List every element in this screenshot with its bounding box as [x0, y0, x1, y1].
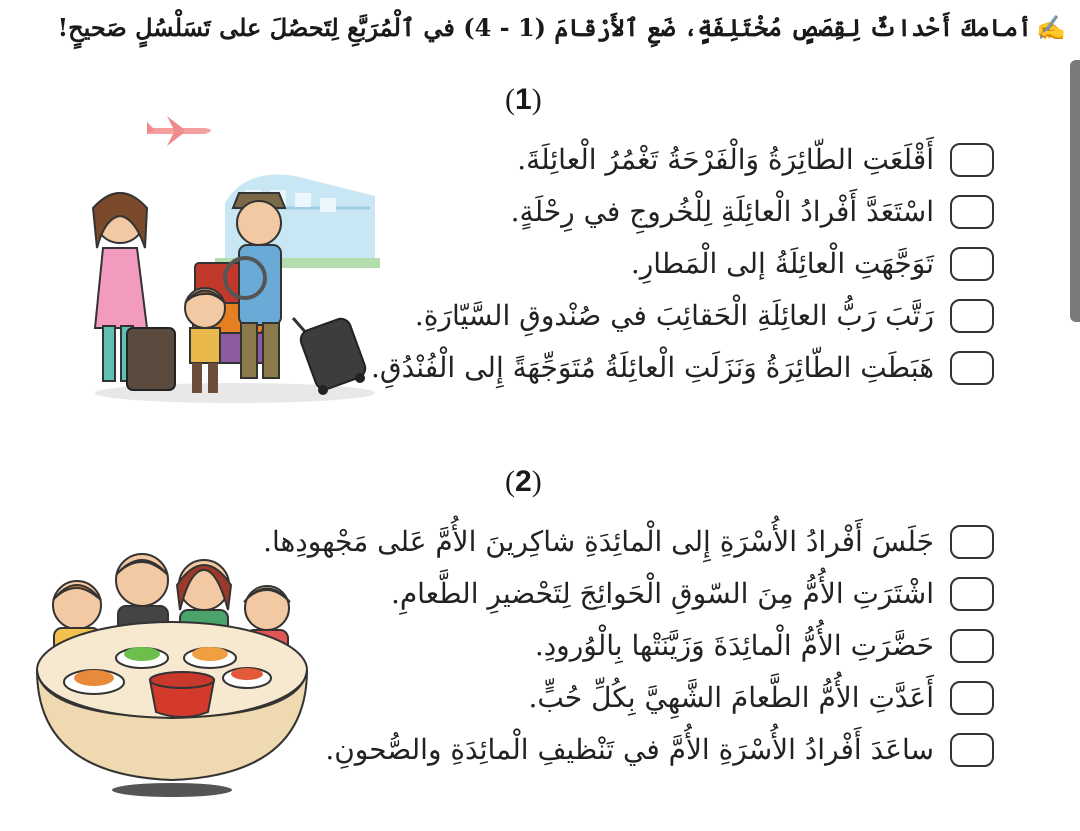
suitcase-icon — [127, 328, 175, 390]
list-item — [371, 134, 994, 186]
list-item — [371, 290, 994, 342]
order-input-box[interactable] — [950, 733, 994, 767]
order-input-box[interactable] — [950, 629, 994, 663]
list-item — [263, 724, 994, 776]
order-input-box[interactable] — [950, 247, 994, 281]
event-text: جَلَسَ أَفْرادُ الأُسْرَةِ إِلى الْمائِدَةِ شاكِرينَ الأُمَّ عَلى مَجْهودِها. — [263, 525, 934, 558]
pencil-hand-icon: ✍ — [1036, 13, 1066, 42]
order-input-box[interactable] — [950, 195, 994, 229]
section-2-list — [263, 516, 994, 776]
instruction-text: أمامكَ أَحْداثٌ لِقِصَصٍ مُخْتَلِفَةٍ، ضَعِ ٱلأَرْقامَ (1 - 4) في ٱلْمُرَبَّعِ لِتَحصُلَ على تَسَلْسُلٍ صَحيحٍ! — [57, 13, 1033, 42]
airplane-icon — [147, 116, 211, 146]
list-item — [371, 342, 994, 394]
section-1-list — [371, 134, 994, 394]
list-item — [263, 516, 994, 568]
event-text: أَعَدَّتِ الأُمُّ الطَّعامَ الشَّهِيَّ بِكُلِّ حُبٍّ. — [528, 681, 934, 714]
event-text: تَوَجَّهَتِ الْعائِلَةُ إلى الْمَطارِ. — [630, 247, 934, 280]
list-item — [263, 672, 994, 724]
event-text: ساعَدَ أَفْرادُ الأُسْرَةِ الأُمَّ في تَنْظيفِ الْمائِدَةِ والصُّحونِ. — [325, 733, 934, 766]
section-1-number-value: 1 — [515, 83, 532, 116]
family-travel-illustration — [75, 108, 380, 408]
order-input-box[interactable] — [950, 351, 994, 385]
order-input-box[interactable] — [950, 525, 994, 559]
event-text: هَبَطَتِ الطّائِرَةُ وَنَزَلَتِ الْعائِلَةُ مُتَوَجِّهَةً إِلى الْفُنْدُقِ. — [370, 351, 934, 384]
list-item — [263, 620, 994, 672]
event-text: حَضَّرَتِ الأُمُّ الْمائِدَةَ وَزَيَّنَتْها بِالْوُرودِ. — [534, 629, 934, 662]
section-1-number: (1) — [505, 83, 542, 116]
event-text: أَقْلَعَتِ الطّائِرَةُ وَالْفَرْحَةُ تَغْمُرُ الْعائِلَةَ. — [517, 143, 934, 176]
order-input-box[interactable] — [950, 143, 994, 177]
order-input-box[interactable] — [950, 299, 994, 333]
event-text: اسْتَعَدَّ أَفْرادُ الْعائِلَةِ لِلْخُروجِ في رِحْلَةٍ. — [510, 195, 934, 228]
list-item — [371, 186, 994, 238]
event-text: رَتَّبَ رَبُّ العائِلَةِ الْحَقائِبَ في صُنْدوقِ السَّيّارَةِ. — [414, 299, 934, 332]
child-figure — [185, 288, 225, 393]
order-input-box[interactable] — [950, 577, 994, 611]
event-text: اشْتَرَتِ الأُمُّ مِنَ السّوقِ الْحَوائِجَ لِتَحْضيرِ الطَّعامِ. — [390, 577, 934, 610]
instruction-heading — [58, 8, 1066, 48]
section-2-number-value: 2 — [515, 465, 532, 498]
list-item — [371, 238, 994, 290]
rolling-suitcase-icon — [293, 316, 368, 395]
order-input-box[interactable] — [950, 681, 994, 715]
section-2-number: (2) — [505, 465, 542, 498]
scrollbar[interactable] — [1070, 60, 1080, 322]
list-item — [263, 568, 994, 620]
